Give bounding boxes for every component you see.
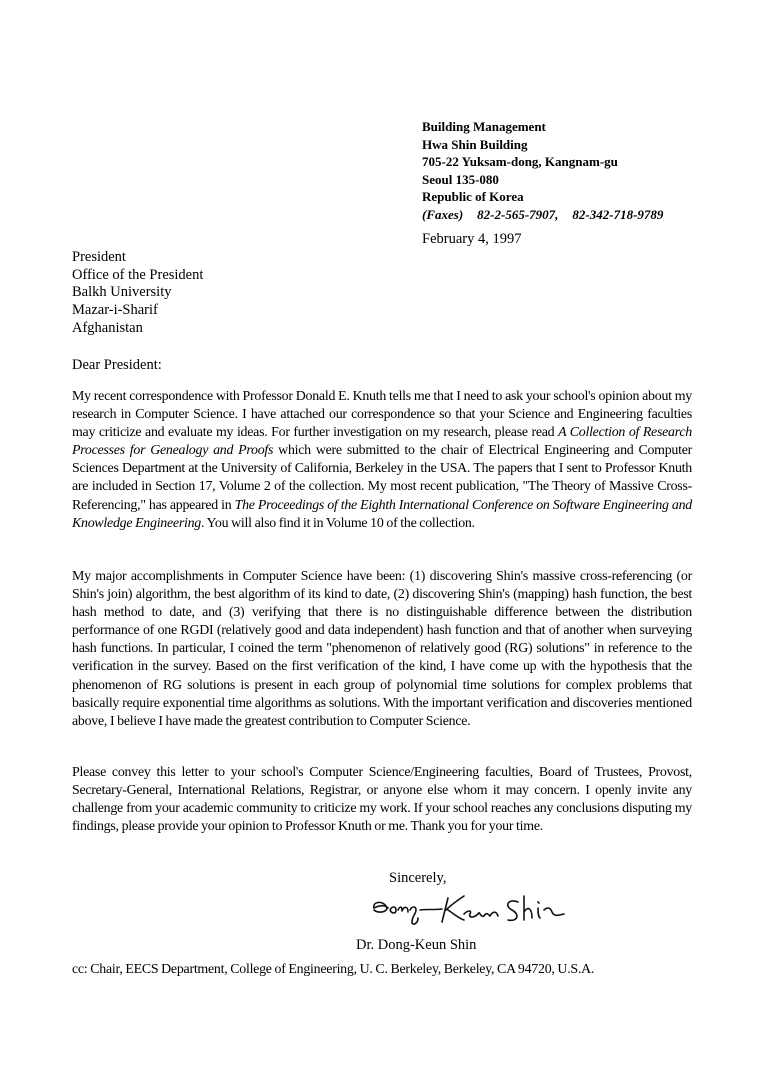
sender-line: 705-22 Yuksam-dong, Kangnam-gu bbox=[422, 154, 618, 169]
cc-line: cc: Chair, EECS Department, College of Engineering, U. C. Berkeley, Berkeley, CA 94720, U.S.A. bbox=[72, 962, 595, 977]
recipient-line: Office of the President bbox=[72, 266, 204, 283]
sender-line: Building Management bbox=[422, 119, 546, 134]
fax-number: 82-342-718-9789 bbox=[572, 206, 664, 222]
sender-line: Republic of Korea bbox=[422, 189, 524, 204]
recipient-line: Balkh University bbox=[72, 284, 172, 301]
proceedings-title: The Proceedings of the Eighth International Conference on Software Engineering and Knowledge Engineering bbox=[72, 497, 692, 531]
body-paragraph-3: Please convey this letter to your school's Computer Science/Engineering faculties, Board of Trustees, Provost, Secretary-General, International Relations, Registrar, or anyone else whom it may concern. I openly invite any challenge from your academic community to criticize my work. If your school reaches any conclusions disputing my findings, please provide your opinion to Professor Knuth or me. Thank you for your time. bbox=[72, 765, 692, 835]
handwritten-signature bbox=[368, 892, 598, 932]
paragraph-text: My recent correspondence with Professor Donald E. Knuth tells me that I need to ask your school's opinion about my research in Computer Science. I have attached our correspondence so that your Science and Engineering faculties may criticize and evaluate my ideas. For further investigation on my research, please read bbox=[72, 389, 692, 441]
body-paragraph-1 bbox=[72, 388, 692, 533]
fax-number: 82-2-565-7907, bbox=[477, 206, 559, 222]
fax-label: (Faxes) bbox=[422, 206, 464, 222]
closing: Sincerely, bbox=[389, 870, 447, 886]
salutation: Dear President: bbox=[72, 357, 162, 373]
sender-line: Hwa Shin Building bbox=[422, 136, 528, 152]
letter-date: February 4, 1997 bbox=[422, 231, 522, 247]
body-paragraph-2: My major accomplishments in Computer Science have been: (1) discovering Shin's massive cross-referencing (or Shin's join) algorithm, the best algorithm of its kind to date, (2) discovering Shin's (mapping) hash function, the best hash method to date, and (3) verifying that there is no distinguishable difference between the distribution performance of one RGDI (relatively good and data independent) hash function and that of another when surveying hash functions. In particular, I coined the term "phenomenon of relatively good (RG) solutions" in reference to the verification in the survey. Based on the first verification of the kind, I have come up with the hypothesis that the phenomenon of RG solutions is present in each group of polynomial time solutions for complex problems that basically require exponential time algorithms as solutions. With the important verification and discoveries mentioned above, I believe I have made the greatest contribution to Computer Science. bbox=[72, 569, 692, 729]
signer-name: Dr. Dong-Keun Shin bbox=[356, 937, 477, 953]
fax-numbers bbox=[422, 206, 677, 224]
paragraph-text: . You will also find it in Volume 10 of the collection. bbox=[201, 515, 475, 531]
recipient-address-block bbox=[72, 249, 203, 338]
recipient-line: President bbox=[72, 249, 126, 265]
recipient-line: Mazar-i-Sharif bbox=[72, 302, 158, 319]
sender-address-block bbox=[422, 118, 677, 223]
paragraph-text: which were submitted to the chair of Electrical Engineering and Computer Sciences Department at the University of California, Berkeley in the USA. The papers that I sent to Professor Knuth are included in Section 17, Volume 2 of the collection. My most recent publication, "The Theory of Massive Cross-Referencing," has appeared in bbox=[72, 443, 692, 513]
sender-line: Seoul 135-080 bbox=[422, 171, 499, 187]
collection-title: A Collection of Research Processes for Genealogy and Proofs bbox=[72, 425, 692, 459]
recipient-line: Afghanistan bbox=[72, 319, 143, 336]
